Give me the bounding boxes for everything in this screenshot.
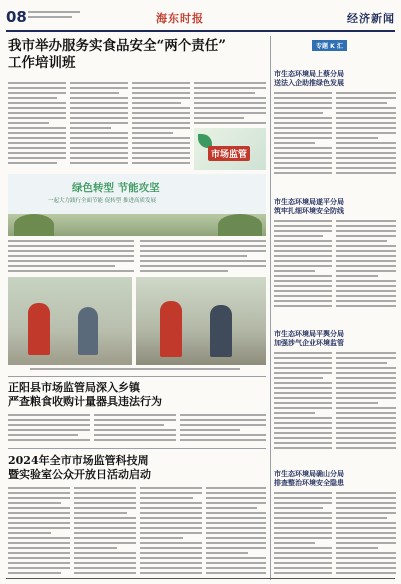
sidebar-item-title: 市生态环境局平舆分局 加强涉气企业环境监管 (274, 330, 344, 347)
open-day-body-col1 (8, 487, 70, 577)
sidebar-item-body-col2 (336, 92, 396, 176)
lead-body-col4 (194, 82, 266, 126)
green-body-col2 (140, 240, 266, 274)
sidebar-item-title: 市生态环境局确山分局 排查整治环境安全隐患 (274, 470, 344, 487)
market-supervision-banner (194, 128, 266, 170)
date-info (28, 11, 80, 20)
sidebar-divider (270, 36, 271, 580)
photo-caption (30, 368, 240, 373)
lead-headline: 我市举办服务实食品安全“两个责任” 工作培训班 (8, 38, 227, 71)
divider (8, 448, 266, 449)
zhengyang-body-col2 (94, 414, 176, 444)
sidebar-item-body-col2 (336, 492, 396, 576)
person-shape (210, 305, 232, 357)
event-photo-right (136, 277, 266, 365)
sidebar-item-title: 市生态环境局上蔡分局 送法入企助推绿色发展 (274, 70, 344, 87)
zhengyang-body-col1 (8, 414, 90, 444)
person-shape (28, 303, 50, 355)
sidebar-item-body-col2 (336, 220, 396, 312)
green-slogan-subtitle: 一起大力践行全面节能 促转型 推进高质发展 (48, 198, 156, 204)
event-photo-left (8, 277, 132, 365)
lead-body-col1 (8, 82, 66, 170)
divider (8, 376, 266, 377)
sidebar-tag: 专题 K 汇 (312, 40, 347, 51)
open-day-body-col4 (206, 487, 266, 577)
section-name: 经济新闻 (347, 12, 395, 25)
sidebar-item-body-col2 (336, 352, 396, 452)
tree-shape (218, 214, 262, 236)
footer-rule (6, 578, 395, 579)
masthead-logo: 海东时报 (156, 12, 204, 25)
open-day-body-col2 (74, 487, 136, 577)
zhengyang-body-col3 (180, 414, 266, 444)
person-shape (160, 301, 182, 357)
lead-body-col2 (70, 82, 128, 170)
green-slogan-panel (8, 174, 266, 214)
park-photo (8, 214, 266, 236)
sidebar-item-body-col1 (274, 492, 332, 576)
green-slogan-title: 绿色转型 节能攻坚 (72, 182, 160, 194)
zhengyang-headline: 正阳县市场监管局深入乡镇 严查粮食收购计量器具违法行为 (8, 381, 162, 408)
open-day-headline: 2024年全市市场监管科技周 暨实验室公众开放日活动启动 (8, 454, 151, 481)
lead-body-col3 (132, 82, 190, 170)
green-body-col1 (8, 240, 134, 274)
sidebar-item-body-col1 (274, 220, 332, 312)
header-rule (6, 30, 395, 32)
sidebar-item-body-col1 (274, 92, 332, 176)
tree-shape (14, 214, 54, 236)
page-header (6, 8, 395, 30)
sidebar-item-title: 市生态环境局遂平分局 筑牢扎细环境安全防线 (274, 198, 344, 215)
open-day-body-col3 (140, 487, 202, 577)
page-number: 08 (6, 8, 27, 26)
banner-badge: 市场监管 (208, 146, 250, 161)
sidebar-item-body-col1 (274, 352, 332, 452)
person-shape (78, 307, 98, 355)
